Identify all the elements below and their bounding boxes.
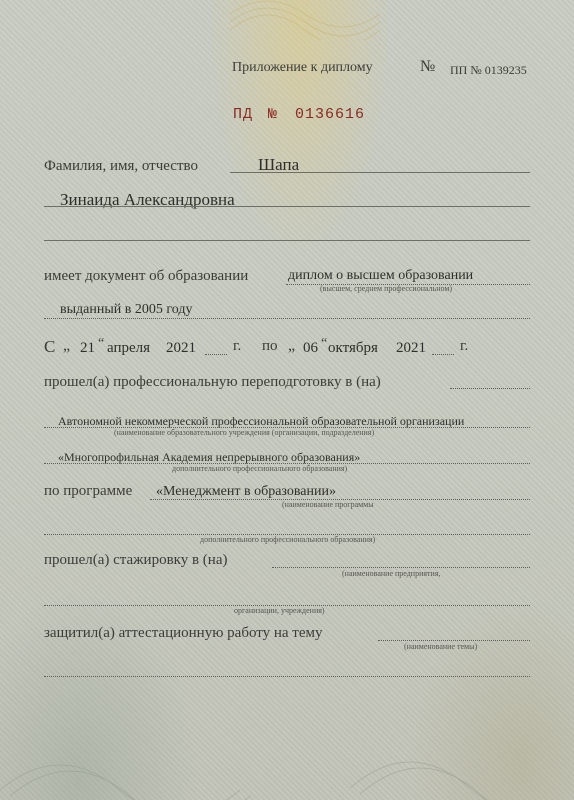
academy-hint: дополнительного профессионального образования) [172, 464, 348, 473]
issued-line [44, 318, 530, 319]
serial-number: 0136616 [295, 106, 366, 123]
fio-surname: Шапа [258, 155, 300, 174]
period-year-to: 2021 [396, 340, 426, 356]
serial-series: ПД [233, 106, 254, 123]
education-issued: выданный в 2005 году [60, 302, 193, 317]
period-dots-2 [432, 354, 454, 355]
retraining-label: прошел(а) профессиональную переподготовку в (на) [44, 374, 381, 390]
appendix-title: Приложение к диплому [232, 60, 373, 75]
retraining-academy: «Многопрофильная Академия непрерывного образования» [58, 450, 361, 464]
period-month-from: апреля [107, 340, 151, 356]
period-g2: г. [460, 338, 469, 354]
education-hint: (высшем, среднем профессиональном) [320, 284, 453, 293]
attestation-line [378, 640, 530, 641]
internship-hint-2: организации, учреждения) [234, 606, 325, 615]
period-day-to: 06 [303, 340, 318, 356]
period-quote-1: „ [63, 337, 71, 354]
retraining-line [450, 388, 530, 389]
period-year-from: 2021 [166, 340, 196, 356]
education-label: имеет документ об образовании [44, 268, 249, 284]
pp-number: ПП № 0139235 [450, 63, 527, 77]
serial-number-sign: № [268, 106, 279, 123]
period-po: по [262, 338, 278, 354]
period-day-from: 21 [80, 340, 95, 356]
attestation-line-2 [44, 676, 530, 677]
guilloche-ornament-bottom [0, 730, 574, 800]
attestation-label: защитил(а) аттестационную работу на тему [44, 625, 323, 641]
fio-name: Зинаида Александровна [60, 190, 235, 209]
fio-line-1 [230, 172, 530, 173]
period-g1: г. [233, 338, 242, 354]
fio-line-3 [44, 240, 530, 241]
period-s: С [44, 337, 56, 356]
program-hint-2: дополнительного профессионального образования) [200, 535, 376, 544]
internship-label: прошел(а) стажировку в (на) [44, 552, 228, 568]
internship-hint-1: (наименование предприятия, [342, 569, 441, 578]
org-hint: (наименование образовательного учреждения (организации, подразделения) [114, 428, 375, 437]
number-sign: № [420, 58, 436, 75]
internship-line [272, 567, 530, 568]
guilloche-ornament-top [230, 0, 380, 40]
fio-line-2 [44, 206, 530, 207]
period-dots-1 [205, 354, 227, 355]
program-hint-1: (наименование программы [282, 500, 374, 509]
period-quote-4: “ [321, 336, 328, 351]
program-label: по программе [44, 483, 133, 499]
retraining-org: Автономной некоммерческой профессиональной образовательной организации [58, 414, 465, 428]
attestation-hint: (наименование темы) [404, 642, 478, 651]
program-value: «Менеджмент в образовании» [156, 484, 336, 499]
period-quote-2: “ [98, 336, 105, 351]
education-value: диплом о высшем образовании [288, 268, 474, 283]
period-month-to: октября [328, 340, 378, 356]
fio-label: Фамилия, имя, отчество [44, 158, 198, 174]
period-quote-3: „ [288, 337, 296, 354]
